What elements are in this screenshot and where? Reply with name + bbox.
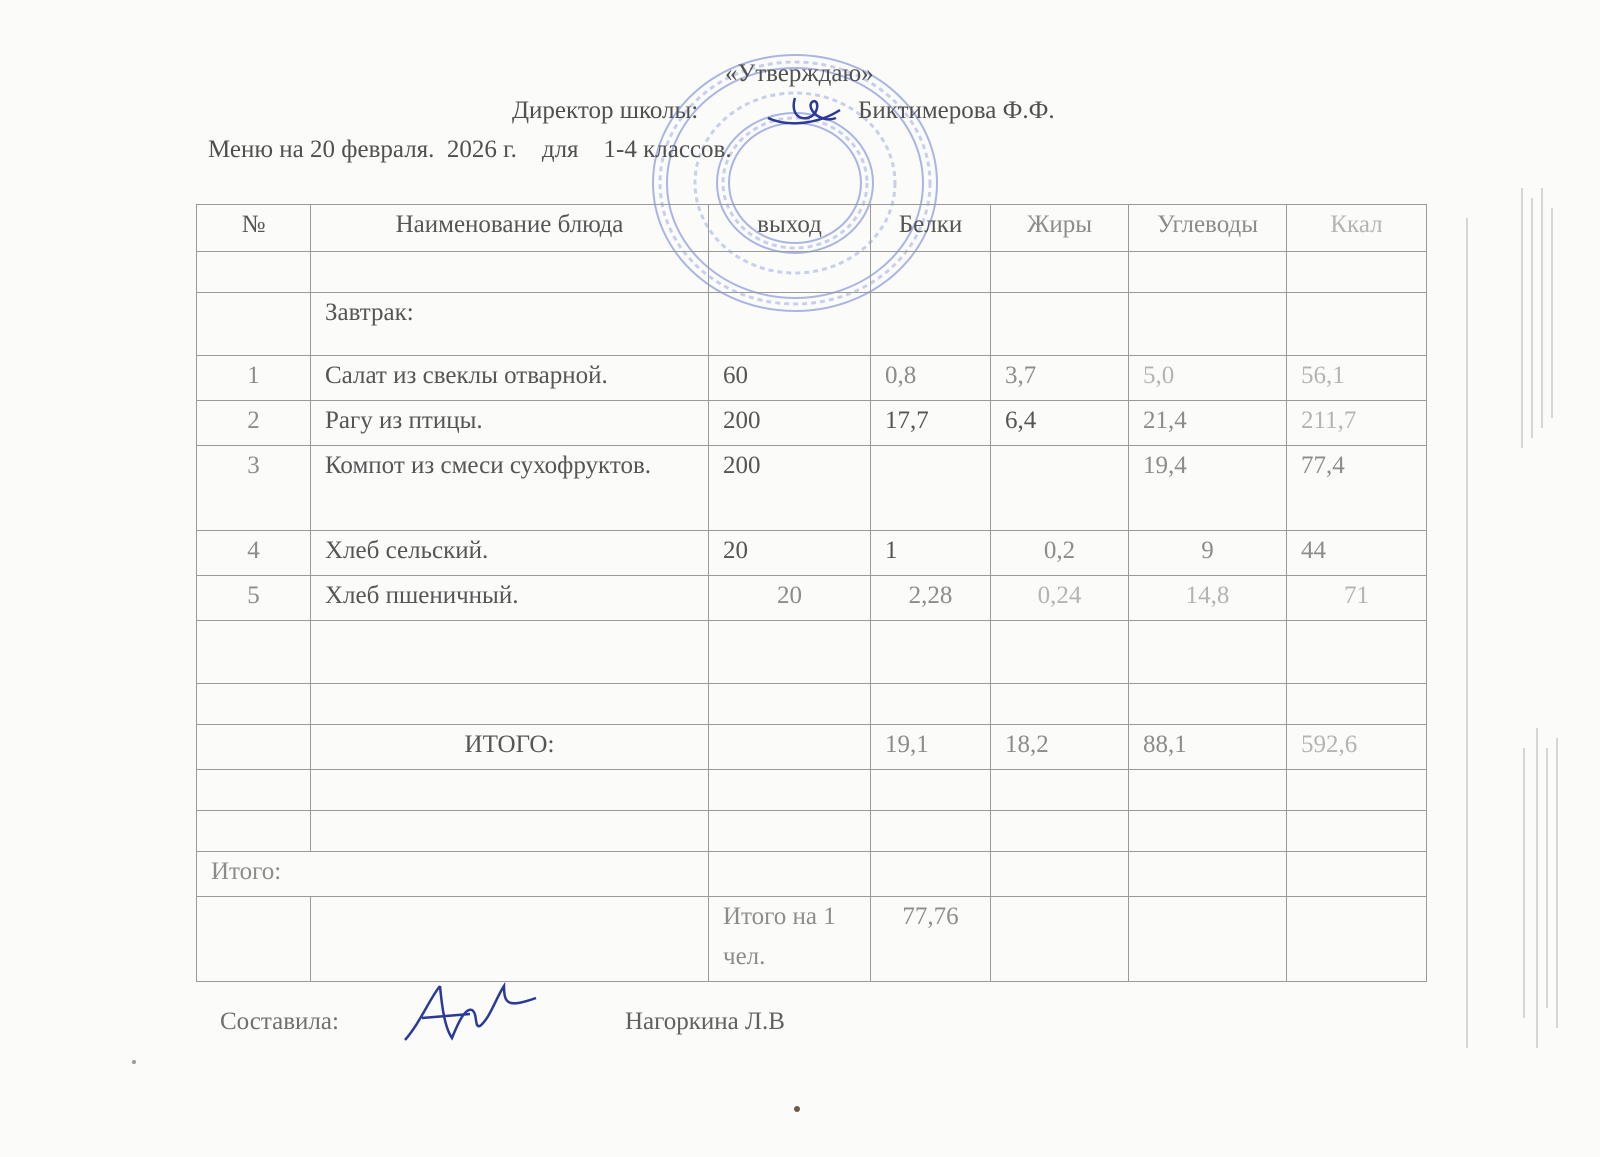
compiled-by-name: Нагоркина Л.В [625,1008,785,1035]
dish-name: Хлеб сельский. [311,531,709,576]
subtotal-carbs: 88,1 [1129,725,1287,770]
dish-kcal: 77,4 [1287,446,1427,531]
col-header-kcal: Ккал [1287,205,1427,252]
dish-protein [871,446,991,531]
section-row [197,293,1427,356]
table-header-row [197,205,1427,252]
dish-name: Салат из свеклы отварной. [311,356,709,401]
director-signature [760,88,850,138]
dish-name: Компот из смеси сухофруктов. [311,446,709,531]
dish-carbs: 19,4 [1129,446,1287,531]
menu-title: Меню на 20 февраля. 2026 г. для 1-4 классов. [208,136,732,163]
dish-yield: 60 [709,356,871,401]
subtotal-row [197,725,1427,770]
menu-table [196,204,1427,982]
col-header-carbs: Углеводы [1129,205,1287,252]
table-row [197,356,1427,401]
dish-kcal: 211,7 [1287,401,1427,446]
empty-row [197,252,1427,293]
dish-fat: 3,7 [991,356,1129,401]
row-number: 5 [197,576,311,621]
per-person-value: 77,76 [871,897,991,982]
empty-row [197,811,1427,852]
col-header-number: № [197,205,311,252]
subtotal-protein: 19,1 [871,725,991,770]
compiler-signature [400,978,540,1050]
compiled-by-label: Составила: [220,1008,339,1035]
subtotal-label: ИТОГО: [311,725,709,770]
dish-yield: 20 [709,531,871,576]
dish-yield: 20 [709,576,871,621]
dish-kcal: 56,1 [1287,356,1427,401]
section-label: Завтрак: [311,293,709,356]
table-row [197,401,1427,446]
dish-protein: 0,8 [871,356,991,401]
dish-name: Рагу из птицы. [311,401,709,446]
row-number: 2 [197,401,311,446]
dish-carbs: 9 [1129,531,1287,576]
approval-heading: «Утверждаю» [725,60,874,87]
total-label: Итого: [197,852,709,897]
col-header-protein: Белки [871,205,991,252]
dish-fat: 0,2 [991,531,1129,576]
table-row [197,576,1427,621]
scan-speck [794,1106,800,1112]
empty-row [197,770,1427,811]
dish-carbs: 14,8 [1129,576,1287,621]
col-header-yield: выход [709,205,871,252]
subtotal-kcal: 592,6 [1287,725,1427,770]
scan-edge-noise [1462,188,1567,1048]
dish-carbs: 5,0 [1129,356,1287,401]
dish-protein: 17,7 [871,401,991,446]
per-person-row [197,897,1427,982]
per-person-label: Итого на 1 чел. [709,897,871,982]
table-row [197,446,1427,531]
dish-kcal: 71 [1287,576,1427,621]
scan-speck [132,1060,136,1064]
table-row [197,531,1427,576]
dish-protein: 1 [871,531,991,576]
row-number: 4 [197,531,311,576]
director-name: Биктимерова Ф.Ф. [858,97,1055,124]
dish-yield: 200 [709,401,871,446]
col-header-fat: Жиры [991,205,1129,252]
col-header-dish: Наименование блюда [311,205,709,252]
subtotal-fat: 18,2 [991,725,1129,770]
dish-fat: 0,24 [991,576,1129,621]
row-number: 3 [197,446,311,531]
empty-row [197,684,1427,725]
dish-carbs: 21,4 [1129,401,1287,446]
empty-row [197,621,1427,684]
total-row [197,852,1427,897]
dish-fat [991,446,1129,531]
director-label: Директор школы: [512,97,699,124]
dish-protein: 2,28 [871,576,991,621]
dish-name: Хлеб пшеничный. [311,576,709,621]
dish-fat: 6,4 [991,401,1129,446]
dish-yield: 200 [709,446,871,531]
row-number: 1 [197,356,311,401]
dish-kcal: 44 [1287,531,1427,576]
